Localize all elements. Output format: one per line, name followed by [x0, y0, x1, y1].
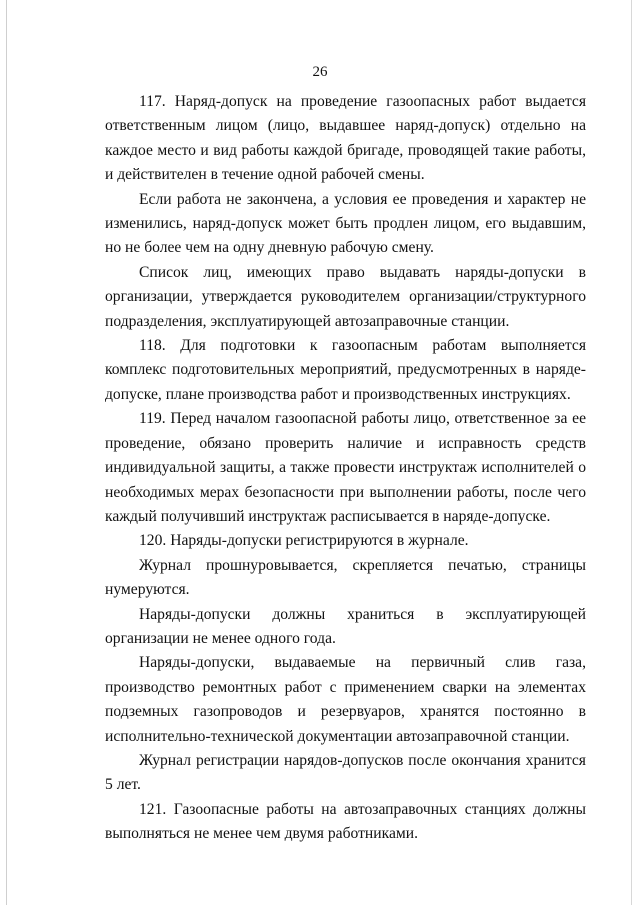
paragraph-120-storage: Наряды-допуски должны храниться в эксплуатирующей организации не менее одного года.	[105, 605, 586, 647]
page-number: 26	[312, 64, 328, 80]
paragraph-120-journal-retention: Журнал регистрации нарядов-допусков после окончания хранится 5 лет.	[105, 751, 586, 794]
document-body	[105, 90, 586, 847]
paragraph-120: 120. Наряды-допуски регистрируются в журнале.	[139, 532, 469, 550]
paragraph-119: 119. Перед началом газоопасной работы лицо, ответственное за ее проведение, обязано проверить наличие и исправность средств индивидуальной защиты, а также провести инструктаж исполнителей о необходимых мерах безопасности при выполнении работы, после чего каждый получивший инструктаж расписывается в наряде-допуске.	[105, 410, 586, 525]
paragraph-118: 118. Для подготовки к газоопасным работам выполняется комплекс подготовительных мероприятий, предусмотренных в наряде-допуске, плане производства работ и производственных инструкциях.	[105, 337, 586, 403]
paragraph-117-authorized-list: Список лиц, имеющих право выдавать наряды-допуски в организации, утверждается руководителем организации/структурного подразделения, эксплуатирующей автозаправочные станции.	[105, 263, 586, 330]
paragraph-121: 121. Газоопасные работы на автозаправочных станциях должны выполняться не менее чем двумя работниками.	[105, 800, 586, 843]
paragraph-117: 117. Наряд-допуск на проведение газоопасных работ выдается ответственным лицом (лицо, выдавшее наряд-допуск) отдельно на каждое место и вид работы каждой бригаде, проводящей такие работы, и действителен в течение одной рабочей смены.	[105, 93, 586, 184]
paragraph-120-journal: Журнал прошнуровывается, скрепляется печатью, страницы нумеруются.	[105, 556, 586, 599]
paragraph-120-permanent-storage: Наряды-допуски, выдаваемые на первичный слив газа, производство ремонтных работ с применением сварки на элементах подземных газопроводов и резервуаров, хранятся постоянно в исполнительно-технической документации автозаправочной станции.	[105, 654, 586, 745]
paragraph-117-extension: Если работа не закончена, а условия ее проведения и характер не изменились, наряд-допуск может быть продлен лицом, его выдавшим, но не более чем на одну дневную рабочую смену.	[105, 190, 586, 257]
